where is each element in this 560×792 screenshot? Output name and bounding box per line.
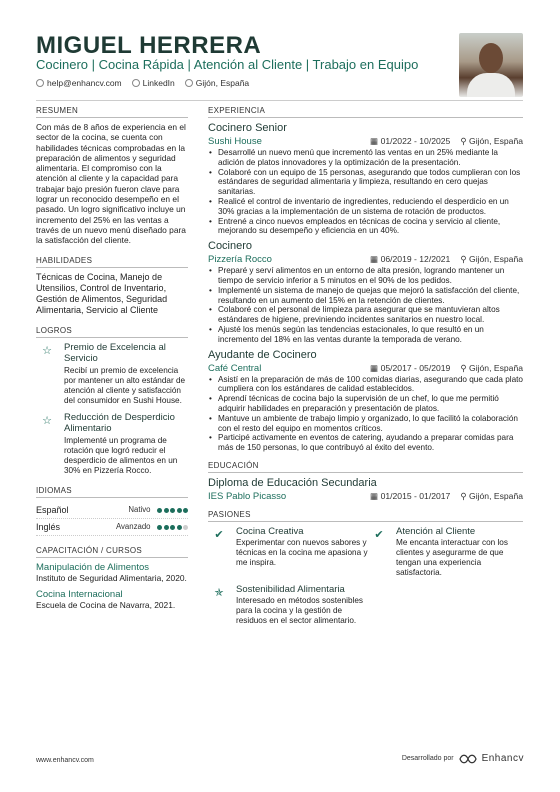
passions-section	[208, 510, 523, 626]
job-entry	[208, 240, 523, 344]
powered-by-label: Desarrollado por	[401, 755, 454, 762]
passion-item	[368, 526, 523, 578]
job-bullet: • Asistí en la preparación de más de 100 comidas diarias, asegurando que cada plato cumpliera con los estándares de calidad establecidos.	[208, 375, 523, 395]
job-role: Cocinero Senior	[208, 122, 287, 134]
job-role: Ayudante de Cocinero	[208, 348, 317, 361]
skills-section	[36, 256, 188, 316]
headline: Cocinero | Cocina Rápida | Atención al Cliente | Trabajo en Equipo	[36, 57, 419, 72]
linkedin-contact[interactable]: LinkedIn	[132, 78, 175, 88]
enhancv-logo-icon	[459, 754, 477, 764]
education-dates: ▦ 01/2015 - 01/2017	[370, 490, 451, 501]
location-pin-icon: ⚲	[460, 490, 470, 501]
job-dates: ▦ 05/2017 - 05/2019	[370, 362, 451, 373]
section-title: HABILIDADES	[36, 256, 188, 268]
school-name: IES Pablo Picasso	[208, 490, 287, 502]
education-section	[208, 461, 523, 502]
job-entry	[208, 349, 523, 453]
passion-desc: Experimentar con nuevos sabores y técnicas en la cocina me apasiona y me inspira.	[236, 537, 368, 567]
left-column	[36, 106, 188, 620]
check-icon: ✔	[214, 528, 224, 541]
job-location: ⚲ Gijón, España	[460, 136, 523, 146]
experience-section	[208, 106, 523, 453]
job-company: Café Central	[208, 362, 262, 374]
link-icon	[132, 79, 140, 87]
courses-section	[36, 546, 188, 611]
achievement-title: Premio de Excelencia al Servicio	[64, 341, 166, 364]
language-row	[36, 519, 188, 536]
languages-section	[36, 486, 188, 536]
language-row	[36, 502, 188, 519]
check-icon: ✔	[374, 528, 384, 541]
calendar-icon: ▦	[370, 254, 381, 265]
leaf-star-icon: ✯	[214, 586, 224, 599]
footer-website[interactable]: www.enhancv.com	[36, 757, 94, 764]
job-bullet: • Aprendí técnicas de cocina bajo la supervisión de un chef, lo que me permitió adquirir habilidades en preparación y presentación de platos.	[208, 394, 523, 414]
achievements-section	[36, 326, 188, 476]
job-bullet: • Entrené a cinco nuevos empleados en técnicas de cocina y servicio al cliente, mejorando su desempeño y eficiencia en un 40%.	[208, 217, 523, 237]
passion-item	[208, 526, 368, 578]
section-title: CAPACITACIÓN / CURSOS	[36, 546, 188, 558]
right-column	[208, 106, 523, 626]
language-level: Avanzado	[115, 522, 151, 532]
achievement-desc: Recibí un premio de excelencia por mantener un alto estándar de atención al cliente y satisfacción del consumidor en Sushi House.	[64, 365, 186, 405]
footer-branding[interactable]	[402, 753, 524, 764]
course-desc: Escuela de Cocina de Navarra, 2021.	[36, 599, 176, 610]
calendar-icon: ▦	[370, 490, 381, 501]
course-title: Cocina Internacional	[36, 588, 123, 600]
passion-desc: Interesado en métodos sostenibles para la cocina y la gestión de residuos en el sector alimentario.	[236, 595, 363, 625]
job-company: Sushi House	[208, 136, 262, 147]
job-company: Pizzería Rocco	[208, 254, 272, 266]
course-item	[36, 562, 188, 583]
job-entry	[208, 122, 523, 236]
passion-desc: Me encanta interactuar con los clientes y asegurarme de que tengan una experiencia satisfactoria.	[396, 537, 508, 577]
calendar-icon: ▦	[370, 136, 381, 146]
summary-text: Con más de 8 años de experiencia en el sector de la cocina, se cuenta con habilidades técnicas comprobadas en la preparación de alimentos y seguridad alimentaria. El compromiso con la atención al cliente y la capacidad para trabajar bajo presión fueron clave para lograr un reconocido desempeño en el pasado. Un logro significativo incluye un incremento del 25% en las ventas a través de un nuevo menú diseñado para la satisfacción del cliente.	[36, 122, 186, 246]
job-bullet: • Implementé un sistema de manejo de quejas que mejoró la satisfacción del cliente, resultando en un aumento del 15% en la retención de clientes.	[208, 286, 523, 306]
calendar-icon: ▦	[370, 362, 381, 373]
language-rating	[156, 522, 189, 532]
passion-item	[208, 584, 368, 626]
star-icon: ☆	[42, 344, 52, 357]
course-item	[36, 589, 188, 610]
degree-title: Diploma de Educación Secundaria	[208, 476, 377, 489]
language-rating	[156, 505, 189, 515]
location-pin-icon	[185, 79, 193, 87]
job-bullet: • Preparé y serví alimentos en un entorno de alta presión, logrando mantener un tiempo de servicio inferior a 5 minutos en el 90% de los pedidos.	[208, 266, 523, 286]
job-role: Cocinero	[208, 240, 253, 253]
section-title: PASIONES	[208, 510, 523, 522]
location-pin-icon: ⚲	[460, 136, 470, 146]
achievement-title: Reducción de Desperdicio Alimentario	[64, 411, 175, 434]
at-icon	[36, 79, 44, 87]
passion-title: Atención al Cliente	[396, 525, 476, 537]
achievement-item	[36, 412, 188, 476]
location-pin-icon: ⚲	[460, 362, 470, 373]
course-title: Manipulación de Alimentos	[36, 561, 150, 573]
job-bullet: • Desarrollé un nuevo menú que incrementó las ventas en un 25% mediante la adición de platos innovadores y la optimización de la presentación.	[208, 148, 523, 168]
location-contact: Gijón, España	[185, 78, 249, 88]
summary-section	[36, 106, 188, 246]
job-bullet: • Ajusté los menús según las tendencias estacionales, lo que resultó en un incremento del 18% en las ventas durante la temporada de verano.	[208, 325, 523, 345]
language-name: Español	[36, 504, 69, 515]
education-location: ⚲ Gijón, España	[460, 490, 523, 501]
education-entry	[208, 477, 523, 502]
location-pin-icon: ⚲	[460, 254, 470, 265]
job-bullet: • Participé activamente en eventos de catering, ayudando a preparar comidas para más de 150 personas, lo que contribuyó al éxito del evento.	[208, 433, 523, 453]
course-desc: Instituto de Seguridad Alimentaria, 2020.	[36, 572, 187, 583]
section-title: EXPERIENCIA	[208, 106, 523, 118]
passion-title: Cocina Creativa	[236, 525, 304, 537]
skills-text: Técnicas de Cocina, Manejo de Utensilios, Control de Inventario, Gestión de Alimentos, Seguridad Alimentaria, Servicio al Cliente	[36, 271, 168, 315]
candidate-name: MIGUEL HERRERA	[36, 32, 262, 59]
email-contact[interactable]: help@enhancv.com	[36, 78, 122, 88]
job-bullet: • Colaboré con el personal de limpieza para asegurar que se mantuvieran altos estándares de higiene, previniendo incidentes sanitarios en nuestro local.	[208, 305, 523, 325]
job-location: ⚲ Gijón, España	[460, 362, 523, 373]
job-bullet: • Realicé el control de inventario de ingredientes, reduciendo el desperdicio en un 30% gracias a la implementación de un sistema de rotación de productos.	[208, 197, 523, 217]
job-bullet: • Colaboré con un equipo de 15 personas, asegurando que todos cumplieran con los estándares de seguridad alimentaria y limpieza, resultando en cero quejas sanitarias.	[208, 168, 523, 197]
achievement-item	[36, 342, 188, 406]
job-location: ⚲ Gijón, España	[460, 254, 523, 265]
language-level: Nativo	[128, 505, 151, 515]
section-title: IDIOMAS	[36, 486, 188, 498]
job-dates: ▦ 01/2022 - 10/2025	[370, 136, 451, 146]
profile-photo	[459, 33, 523, 97]
achievement-desc: Implementé un programa de rotación que logró reducir el desperdicio de alimentos en un 30% en Pizzería Rocco.	[64, 435, 178, 475]
job-bullet: • Mantuve un ambiente de trabajo limpio y organizado, lo que facilitó la colaboración con el resto del equipo en momentos críticos.	[208, 414, 523, 434]
language-name: Inglés	[36, 521, 61, 532]
brand-name: Enhancv	[481, 753, 524, 764]
contact-bar	[36, 78, 249, 88]
section-title: LOGROS	[36, 326, 188, 338]
passion-title: Sostenibilidad Alimentaria	[236, 583, 345, 595]
job-dates: ▦ 06/2019 - 12/2021	[370, 254, 451, 265]
section-title: EDUCACIÓN	[208, 461, 523, 473]
header-divider	[36, 100, 523, 101]
section-title: RESUMEN	[36, 106, 188, 118]
star-icon: ☆	[42, 414, 52, 427]
